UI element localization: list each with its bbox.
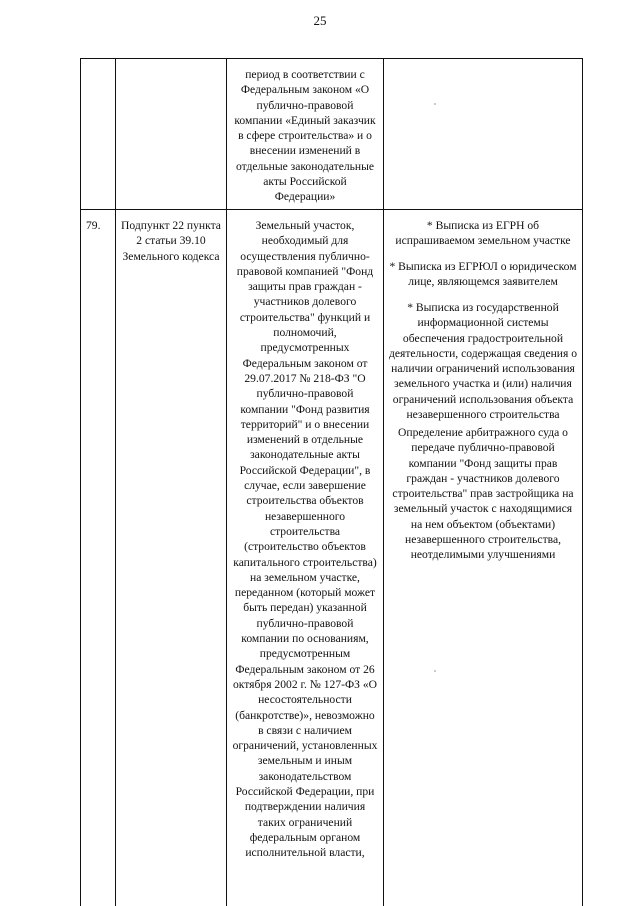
row-divider	[81, 209, 583, 210]
row-79-doc-arbitration-ruling: Определение арбитражного суда о передаче публично-правовой компании "Фонд защиты прав граждан - участников долевого строительства" прав застройщика на земельный участок с находящимися на нем объектом (объектами) незавершенного строительства, неотделимыми улучшениями	[392, 426, 574, 562]
documents-table	[80, 58, 583, 906]
row-79-number: 79.	[86, 219, 101, 232]
row-79-doc-egrn-extract: * Выписка из ЕГРН об испрашиваемом земельном участке	[395, 219, 571, 248]
scan-speck	[434, 103, 436, 105]
column-divider	[226, 59, 227, 906]
row-79-legal-basis: Подпункт 22 пункта 2 статьи 39.10 Земельного кодекса	[121, 219, 221, 263]
column-divider	[582, 59, 583, 906]
row-continuation-description: период в соответствии с Федеральным законом «О публично-правовой компании «Единый заказчик в сфере строительства» и о внесении изменений в отдельные законодательные акты Российской Федерации»	[234, 68, 376, 204]
row-79-doc-gisogd-extract: * Выписка из государственной информационной системы обеспечения градостроительной деятельности, содержащая сведения о наличии ограничений использования земельного участка и (или) наличия ограничений использования объекта незавершенного строительства	[388, 301, 578, 422]
column-divider	[383, 59, 384, 906]
row-79-doc-egrul-extract: * Выписка из ЕГРЮЛ о юридическом лице, являющемся заявителем	[389, 260, 577, 289]
column-divider	[115, 59, 116, 906]
row-79-land-description: Земельный участок, необходимый для осуществления публично- правовой компанией "Фонд защиты прав граждан - участников долевого строительства" функций и полномочий, предусмотренных Федеральным законом от 29.07.2017 № 218-ФЗ "О публично-правовой компании "Фонд развития территорий" и о внесении изменений в отдельные законодательные акты Российской Федерации", в случае, если завершение строительства объектов незавершенного строительства (строительство объектов капитального строительства) на земельном участке, переданном (который может быть передан) указанной публично-правовой компании по основаниям, предусмотренным Федеральным законом от 26 октября 2002 г. № 127-ФЗ «О несостоятельности (банкротстве)», невозможно в связи с наличием ограничений, установленных земельным и иным законодательством Российской Федерации, при подтверждении наличия таких ограничений федеральным органом исполнительной власти,	[232, 219, 378, 860]
scan-speck	[434, 670, 436, 672]
page-number: 25	[313, 13, 327, 28]
